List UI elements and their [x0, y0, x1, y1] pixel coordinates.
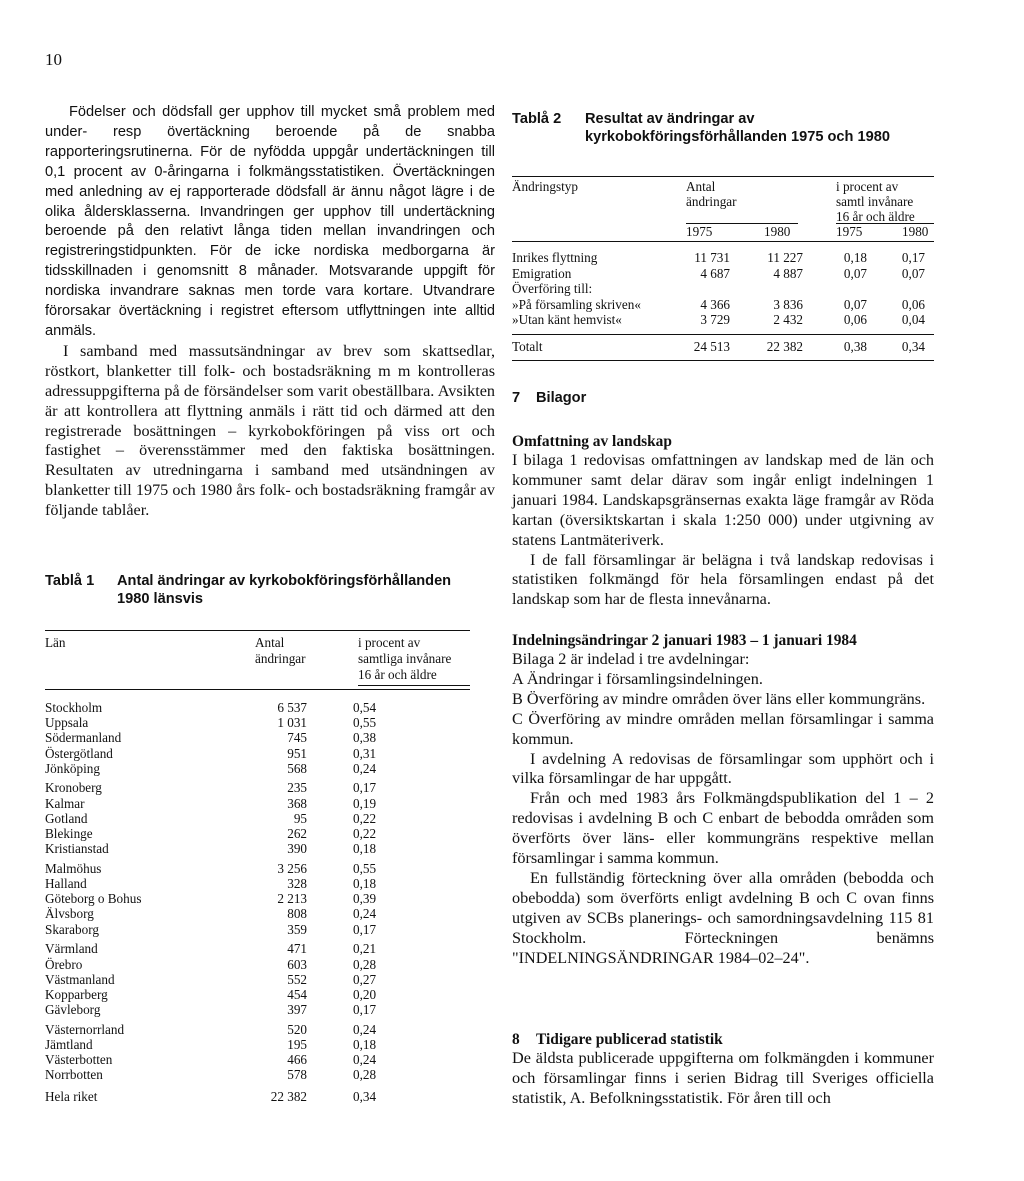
table-row: Kalmar 368 0,19 [45, 795, 377, 811]
table-row: Malmöhus 3 256 0,55 [45, 860, 377, 876]
table2-heading [512, 110, 937, 146]
table1-total-row: Hela riket 22 382 0,34 [45, 1088, 377, 1104]
table2-label: Tablå 2 [512, 111, 562, 127]
table-row: Uppsala 1 031 0,55 [45, 715, 377, 731]
table1-body [45, 700, 470, 1083]
table2 [512, 176, 934, 361]
table1-title: Antal ändringar av kyrkobokföringsförhållanden 1980 länsvis [117, 573, 452, 607]
table-row: Kopparberg 454 0,20 [45, 986, 377, 1002]
body-paragraph: I avdelning A redovisas de församlingar som upphört och i vilka församlingar de har uppgått. [512, 749, 934, 788]
table-row: Gotland 95 0,22 [45, 810, 377, 826]
table1-heading [45, 572, 485, 608]
col-procent: i procent av samtl invånare 16 år och äldre [836, 179, 915, 224]
list-item: C Överföring av mindre områden mellan församlingar i samma kommun. [512, 709, 934, 748]
subheading: Omfattning av landskap [512, 433, 672, 450]
section7-body [512, 432, 934, 610]
left-column [45, 103, 495, 521]
table-row: Västernorrland 520 0,24 [45, 1021, 377, 1037]
table-row: Östergötland 951 0,31 [45, 745, 377, 761]
body-paragraph: Bilaga 2 är indelad i tre avdelningar: [512, 650, 750, 668]
subheading: Indelningsändringar 2 januari 1983 – 1 januari 1984 [512, 632, 857, 649]
section-title: Tidigare publicerad statistik [536, 1031, 723, 1048]
table-row: Södermanland 745 0,38 [45, 730, 377, 746]
table-row: Halland 328 0,18 [45, 876, 377, 892]
table-row: Gävleborg 397 0,17 [45, 1002, 377, 1018]
table-row: Skaraborg 359 0,17 [45, 921, 377, 937]
table-row: Jönköping 568 0,24 [45, 760, 377, 776]
col-andringstyp: Ändringstyp [512, 179, 578, 194]
table-row: Värmland 471 0,21 [45, 941, 377, 957]
page-number: 10 [45, 50, 62, 69]
section8 [512, 1030, 934, 1109]
body-paragraph: I bilaga 1 redovisas omfattningen av landskap med de län och kommuner samt delar därav som ingår enligt indelningen 1 januari 1984. Landskapsgränsernas exakta läge framgår av Röda kartan (översiktskartan i skala 1:250 000) under utgivning av statens Lantmäteriverk. [512, 451, 934, 549]
section7-heading [512, 390, 937, 406]
year-1980: 1980 [764, 224, 791, 239]
table-row: Stockholm 6 537 0,54 [45, 700, 377, 715]
table-row: Jämtland 195 0,18 [45, 1036, 377, 1052]
section7-sub2 [512, 631, 934, 969]
table2-header [512, 177, 934, 241]
table1-header [45, 631, 470, 687]
col-antal: Antal ändringar [255, 635, 306, 666]
year-1975: 1975 [836, 224, 863, 239]
section-number: 8 [512, 1031, 520, 1048]
table-row: Kronoberg 235 0,17 [45, 780, 377, 796]
table2-body [512, 250, 934, 328]
table-row: Västerbotten 466 0,24 [45, 1052, 377, 1068]
table-row: Kristianstad 390 0,18 [45, 841, 377, 857]
body-paragraph: Födelser och dödsfall ger upphov till mycket små problem med under- resp övertäckning beroende på de snabba rapporteringsrutinerna. För de nyfödda uppgår undertäckningen till 0,1 procent av 0-åringarna i folkmängsstatistiken. Övertäckningen med anledning av ej rapporterade dödsfall är ännu något lägre i de olika åldersklasserna. Invandringen ger upphov till undertäckning beroende på den relativt långa tiden mellan invandringen och registreringstidpunkten. För de icke nordiska medborgarna är tidsskillnaden i genomsnitt 8 månader. Motsvarande uppgift för nordiska invandrare saknas men torde vara kortare. Utvandrare förorsakar övertäckning i registret eftersom utflyttningen inte alltid anmäls. [45, 104, 495, 339]
table1-label: Tablå 1 [45, 573, 95, 589]
table-row: »På församling skriven« 4 366 3 836 0,07 0,06 [512, 296, 925, 312]
section-title: Bilagor [536, 390, 587, 406]
table-row: »Utan känt hemvist« 3 729 2 432 0,06 0,04 [512, 312, 925, 327]
table1 [45, 630, 470, 1104]
table-row: Blekinge 262 0,22 [45, 826, 377, 841]
table2-total-row: Totalt 24 513 22 382 0,38 0,34 [512, 338, 925, 354]
body-paragraph: I samband med massutsändningar av brev som skattsedlar, röstkort, blanketter till folk- och bostadsräkning m m kontrolleras adressuppgifterna på de försändelser som varit obeställbara. Avsikten är att kontrollera att flyttning anmäls i rätt tid och därmed att den registrerade bosättningen – kyrkobokföringen på viss ort och fastighet – överensstämmer med den faktiska bosättningen. Resultaten av utredningarna i samband med utsändningen av blanketter till 1975 och 1980 års folk- och bostadsräkning framgår av följande tablåer. [45, 341, 495, 520]
table-row: Överföring till: [512, 281, 593, 296]
section-number: 7 [512, 390, 521, 406]
year-1980: 1980 [902, 224, 929, 239]
col-procent: i procent av samtliga invånare 16 år och äldre [358, 635, 470, 686]
table2-title: Resultat av ändringar av kyrkobokföringsförhållanden 1975 och 1980 [585, 111, 890, 145]
table-row: Västmanland 552 0,27 [45, 971, 377, 987]
table-row: Emigration 4 687 4 887 0,07 0,07 [512, 265, 925, 281]
table-row: Älvsborg 808 0,24 [45, 906, 377, 922]
body-paragraph: I de fall församlingar är belägna i två landskap redovisas i statistiken folkmängd för hela församlingen endast på det landskap som har de flesta innevånarna. [512, 550, 934, 609]
col-antal: Antal ändringar [686, 179, 737, 209]
table-row: Göteborg o Bohus 2 213 0,39 [45, 891, 377, 907]
list-item: A Ändringar i församlingsindelningen. [512, 669, 763, 688]
table-row: Norrbotten 578 0,28 [45, 1067, 377, 1083]
body-paragraph: En fullständig förteckning över alla områden (bebodda och obebodda) som överförts enligt avdelning B och C ovan finns utgiven av SCBs planerings- och samordningsavdelning 115 81 Stockholm. Förteckningen benämns "INDELNINGSÄNDRINGAR 1984–02–24". [512, 868, 934, 967]
table-row: Örebro 603 0,28 [45, 956, 377, 972]
body-paragraph: De äldsta publicerade uppgifterna om folkmängden i kommuner och församlingar finns i serien Bidrag till Sveriges officiella statistik, A. Befolkningsstatistik. För åren till och [512, 1049, 934, 1107]
col-lan: Län [45, 635, 66, 650]
table-row: Inrikes flyttning 11 731 11 227 0,18 0,17 [512, 250, 925, 265]
body-paragraph: Från och med 1983 års Folkmängdspublikation del 1 – 2 redovisas i avdelning B och C enbart de bebodda områden som överförts över läns- eller kommungräns respektive mellan församlingar i samma kommun. [512, 789, 934, 868]
list-item: B Överföring av mindre områden över läns eller kommungräns. [512, 689, 926, 708]
year-1975: 1975 [686, 224, 713, 239]
